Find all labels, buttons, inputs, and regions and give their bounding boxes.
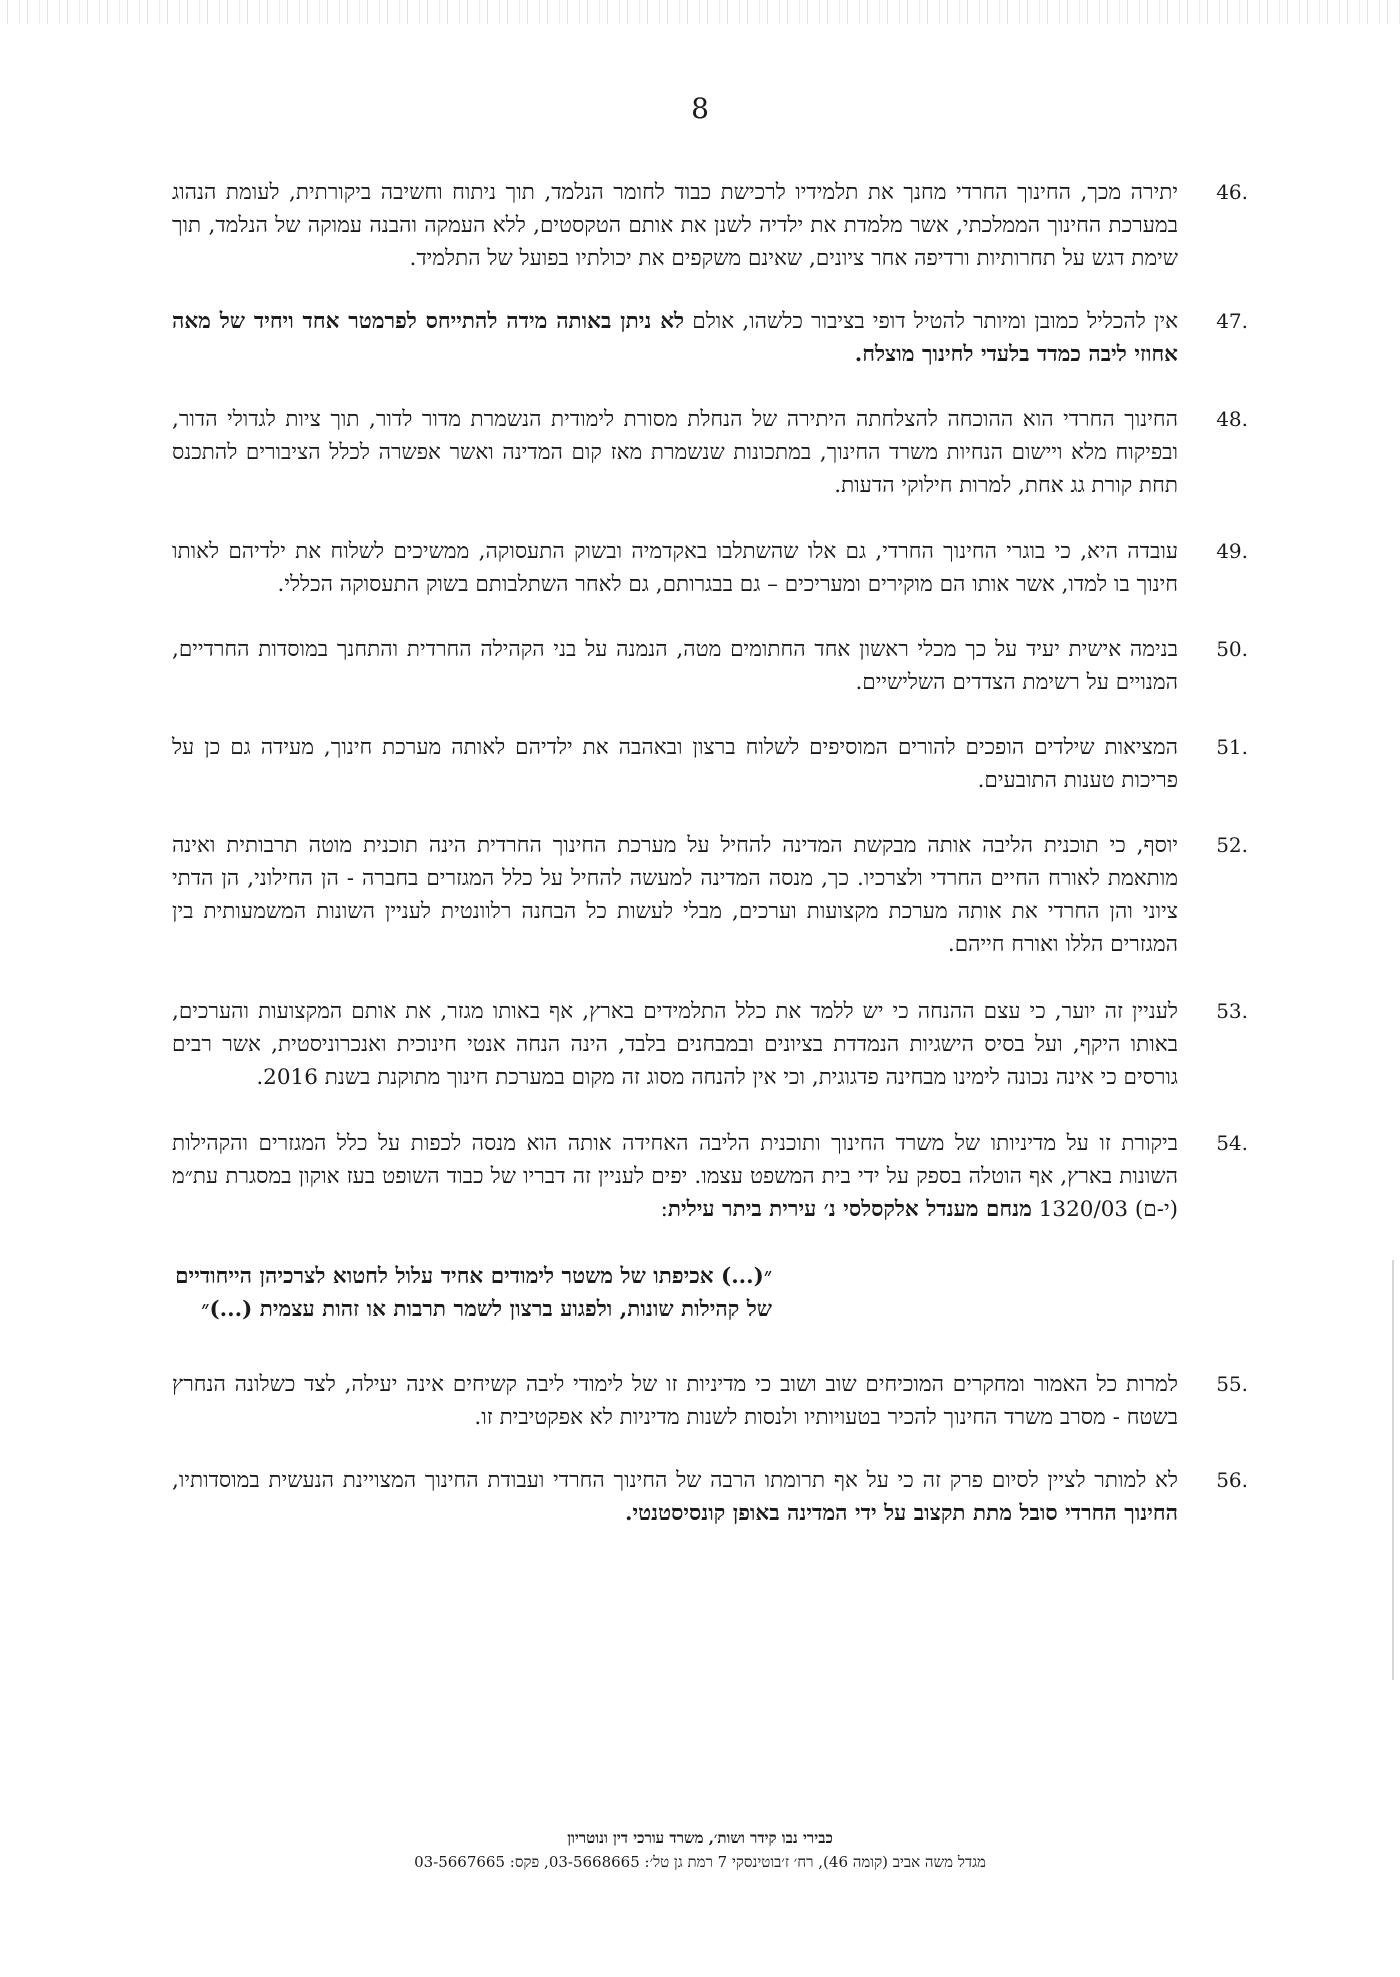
- block-quote: ״(...) אכיפתו של משטר לימודים אחיד עלול לחטוא לצרכיהן הייחודיים של קהילות שונות, ולפגוע ברצון לשמר תרבות או זהות עצמית (...)״: [175, 1264, 772, 1322]
- paragraph-number: 54.: [1216, 1131, 1248, 1155]
- numbered-paragraph: [172, 535, 1248, 601]
- document-body: [172, 176, 1248, 1530]
- paragraph-text: עובדה היא, כי בוגרי החינוך החרדי, גם אלו שהשתלבו באקדמיה ובשוק התעסוקה, ממשיכים לשלוח את ילדיהם לאותו חינוך בו למדו, אשר אותו הם מוקירים ומעריכים – גם בבגרותם, גם לאחר השתלבותם בשוק התעסוקה הכללי.: [172, 539, 1178, 597]
- paragraph-text: יתירה מכך, החינוך החרדי מחנך את תלמידיו לרכישת כבוד לחומר הנלמד, תוך ניתוח וחשיבה ביקורתית, לעומת הנהוג במערכת החינוך הממלכתי, אשר מלמדת את ילדיה לשנן את אותם הטקסטים, ללא העמקה והבנה עמוקה של הנלמד, תוך שימת דגש על תחרותיות ורדיפה אחר ציונים, שאינם משקפים את יכולתיו בפועל של התלמיד.: [172, 180, 1178, 271]
- numbered-paragraph: [172, 403, 1248, 502]
- paragraph-number: 49.: [1216, 539, 1248, 563]
- numbered-paragraph: [172, 731, 1248, 797]
- paragraph-text-bold: מנחם מענדל אלקסלסי נ׳ עירית ביתר עילית: [667, 1197, 1032, 1222]
- paragraph-text: בנימה אישית יעיד על כך מכלי ראשון אחד החתומים מטה, הנמנה על בני הקהילה החרדית והתחנך במוסדות החרדיים, המנויים על רשימת הצדדים השלישיים.: [172, 637, 1178, 695]
- paragraph-number: 50.: [1216, 637, 1248, 661]
- footer-address: מגדל משה אביב (קומה 46), רח׳ ז׳בוטינסקי 7 רמת גן טל׳: 03-5668665, פקס: 03-5667665: [414, 1853, 986, 1871]
- paragraph-text: :: [660, 1197, 668, 1222]
- footer-firm-name: כבירי נבו קידר ושות׳, משרד עורכי דין ונוטריון: [567, 1829, 833, 1847]
- numbered-paragraph: [172, 305, 1248, 371]
- paragraph-list: [172, 176, 1248, 1226]
- paragraph-list-after-quote: [172, 1368, 1248, 1530]
- paragraph-number: 52.: [1216, 833, 1248, 857]
- paragraph-number: 48.: [1216, 407, 1248, 431]
- paragraph-text: החינוך החרדי הוא ההוכחה להצלחתה היתירה של הנחלת מסורת לימודית הנשמרת מדור לדור, תוך ציות לגדולי הדור, ובפיקוח מלא ויישום הנחיות משרד החינוך, במתכונות שנשמרת מאז קום המדינה ואשר אפשרה לכלל הציבורים להתכנס תחת קורת גג אחת, למרות חילוקי הדעות.: [172, 407, 1178, 498]
- paragraph-text: אין להכליל כמובן ומיותר להטיל דופי בציבור כלשהו, אולם: [684, 309, 1178, 334]
- numbered-paragraph: [172, 1368, 1248, 1434]
- numbered-paragraph: [172, 829, 1248, 961]
- paragraph-number: 46.: [1216, 180, 1248, 204]
- numbered-paragraph: [172, 1464, 1248, 1530]
- paragraph-text-bold: החינוך החרדי סובל מתת תקצוב על ידי המדינה באופן קונסיסטנטי.: [625, 1501, 1178, 1526]
- paragraph-text: לא למותר לציין לסיום פרק זה כי על אף תרומתו הרבה של החינוך החרדי ועבודת החינוך המצויינת הנעשית במוסדותיו,: [172, 1468, 1178, 1493]
- numbered-paragraph: [172, 176, 1248, 275]
- page-number: 8: [691, 92, 709, 125]
- letterhead-footer: [0, 1826, 1400, 1874]
- paragraph-number: 47.: [1216, 309, 1248, 333]
- numbered-paragraph: [172, 995, 1248, 1094]
- paragraph-text: לעניין זה יוער, כי עצם ההנחה כי יש ללמד את כלל התלמידים בארץ, אף באותו מגזר, את אותם המקצועות והערכים, באותו היקף, ועל בסיס הישגיות הנמדדת בציונים ובמבחנים בלבד, הינה הנחה אנטי חינוכית ואנכרוניסטית, אשר רבים גורסים כי אינה נכונה לימינו מבחינה פדגוגית, וכי אין להנחה מסוג זה מקום במערכת חינוך מתוקנת בשנת 2016.: [172, 999, 1178, 1090]
- scan-noise-strip: [0, 0, 1400, 24]
- paragraph-number: 56.: [1216, 1468, 1248, 1492]
- paragraph-number: 55.: [1216, 1372, 1248, 1396]
- paragraph-number: 53.: [1216, 999, 1248, 1023]
- paragraph-text: למרות כל האמור ומחקרים המוכיחים שוב ושוב כי מדיניות זו של לימודי ליבה קשיחים אינה יעילה, לצד כשלונה הנחרץ בשטח - מסרב משרד החינוך להכיר בטעויותיו ולנסות לשנות מדיניות לא אפקטיבית זו.: [172, 1372, 1178, 1430]
- paragraph-text-bold: לא ניתן באותה מידה להתייחס לפרמטר אחד ויחיד של מאה אחוזי ליבה כמדד בלעדי לחינוך מוצלח.: [172, 309, 1178, 367]
- scan-edge-mark: [1392, 1260, 1394, 1680]
- paragraph-text: ביקורת זו על מדיניותו של משרד החינוך ותוכנית הליבה האחידה אותה הוא מנסה לכפות על כלל המגזרים והקהילות השונות בארץ, אף הוטלה בספק על ידי בית המשפט עצמו. יפים לעניין זה דבריו של כבוד השופט בעז אוקון במסגרת עת״מ (י-ם) 1320/03: [172, 1131, 1178, 1222]
- paragraph-text: יוסף, כי תוכנית הליבה אותה מבקשת המדינה להחיל על מערכת החינוך החרדית הינה תוכנית מוטה תרבותית ואינה מותאמת לאורח החיים החרדי ולצרכיו. כך, מנסה המדינה למעשה להחיל על כלל המגזרים בחברה - הן החילוני, הן הדתי ציוני והן החרדי את אותה מערכת מקצועות וערכים, מבלי לעשות כל הבחנה רלוונטית לעניין השונות המשמעותית בין המגזרים הללו ואורח חייהם.: [172, 833, 1178, 957]
- paragraph-text: המציאות שילדים הופכים להורים המוסיפים לשלוח ברצון ובאהבה את ילדיהם לאותה מערכת חינוך, מעידה גם כן על פריכות טענות התובעים.: [172, 735, 1178, 793]
- numbered-paragraph: [172, 1127, 1248, 1226]
- numbered-paragraph: [172, 633, 1248, 699]
- paragraph-number: 51.: [1216, 735, 1248, 759]
